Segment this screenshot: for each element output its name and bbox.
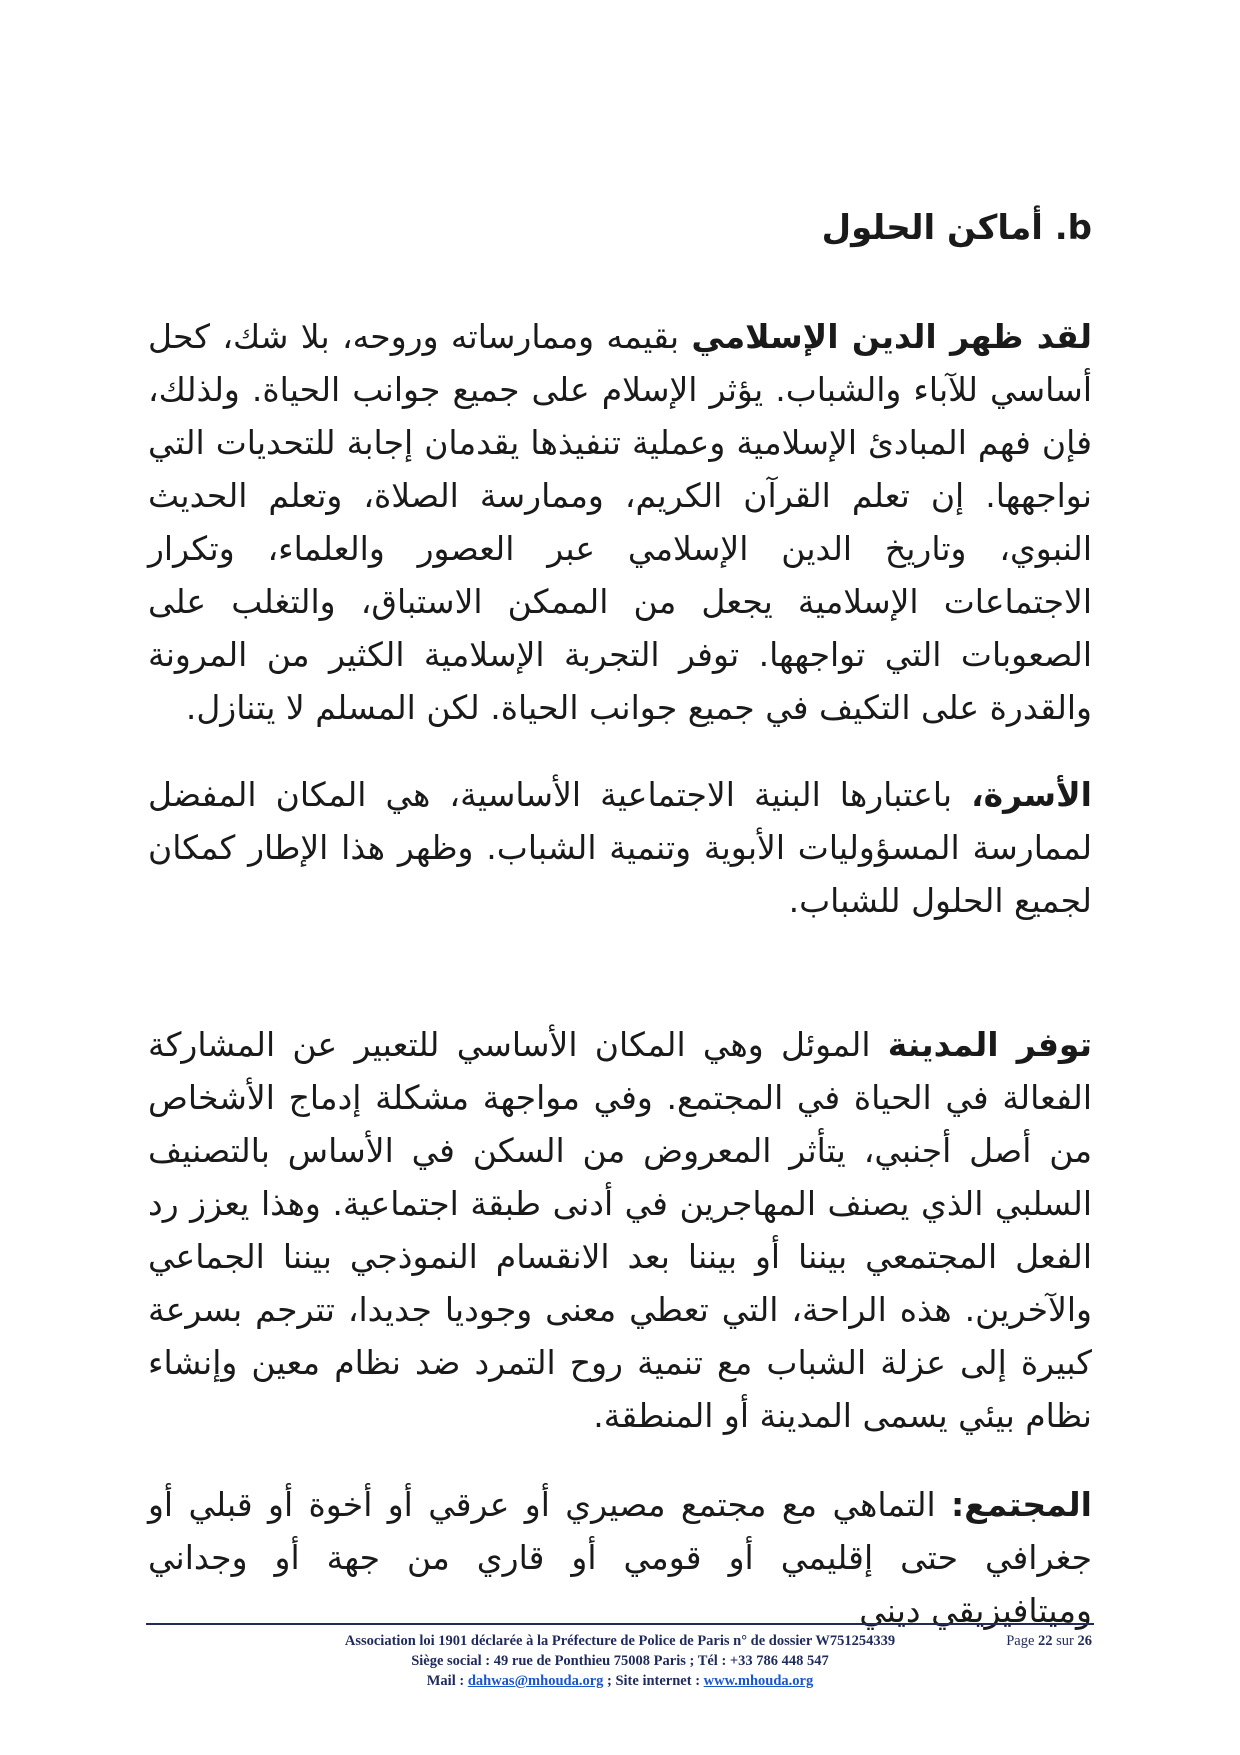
page-sep: sur xyxy=(1056,1633,1074,1649)
paragraph-city xyxy=(148,1018,1092,1442)
paragraph-lead: توفر المدينة xyxy=(887,1025,1093,1064)
page-footer xyxy=(146,1631,1094,1691)
paragraph-society xyxy=(148,1478,1092,1637)
page-current: 22 xyxy=(1038,1633,1053,1649)
paragraph-text: الموئل وهي المكان الأساسي للتعبير عن المشاركة الفعالة في الحياة في المجتمع. وفي مواجهة مشكلة إدماج الأشخاص من أصل أجنبي، يتأثر المعروض من السكن في الأساس بالتصنيف السلبي الذي يصنف المهاجرين في أدنى طبقة اجتماعية. وهذا يعزز رد الفعل المجتمعي بيننا أو بيننا بعد الانقسام النموذجي بيننا الجماعي والآخرين. هذه الراحة، التي تعطي معنى وجوديا جديدا، تترجم بسرعة كبيرة إلى عزلة الشباب مع تنمية روح التمرد ضد نظام معين وإنشاء نظام بيئي يسمى المدينة أو المنطقة. xyxy=(148,1025,1092,1435)
footer-line-address: Siège social : 49 rue de Ponthieu 75008 Paris ; Tél : +33 786 448 547 xyxy=(411,1653,829,1669)
paragraph-lead: الأسرة، xyxy=(971,775,1092,814)
section-heading: b. أماكن الحلول xyxy=(821,208,1092,248)
footer-divider xyxy=(146,1623,1094,1625)
paragraph-text: التماهي مع مجتمع مصيري أو عرقي أو أخوة أو قبلي أو جغرافي حتى إقليمي أو قومي أو قاري من جهة أو وجداني وميتافيزيقي ديني xyxy=(148,1485,1092,1630)
paragraph-text: بقيمه وممارساته وروحه، بلا شك، كحل أساسي للآباء والشباب. يؤثر الإسلام على جميع جوانب الحياة. ولذلك، فإن فهم المبادئ الإسلامية وعملية تنفيذها يقدمان إجابة للتحديات التي نواجهها. إن تعلم القرآن الكريم، وممارسة الصلاة، وتعلم الحديث النبوي، وتاريخ الدين الإسلامي عبر العصور والعلماء، وتكرار الاجتماعات الإسلامية يجعل من الممكن الاستباق، والتغلب على الصعوبات التي تواجهها. توفر التجربة الإسلامية الكثير من المرونة والقدرة على التكيف في جميع جوانب الحياة. لكن المسلم لا يتنازل. xyxy=(148,317,1092,727)
paragraph-islamic-religion xyxy=(148,310,1092,734)
site-label: ; Site internet : xyxy=(607,1673,701,1689)
association-text: Association loi 1901 déclarée à la Préfecture de Police de Paris n° de dossier W751254339 xyxy=(344,1633,896,1649)
page-number xyxy=(1006,1631,1092,1651)
email-link[interactable]: dahwas@mhouda.org xyxy=(467,1673,604,1689)
footer-line-association xyxy=(146,1631,1094,1651)
mail-label: Mail : xyxy=(426,1673,465,1689)
footer-line-contact xyxy=(146,1671,1094,1691)
paragraph-lead: المجتمع: xyxy=(951,1485,1092,1524)
paragraph-text: باعتبارها البنية الاجتماعية الأساسية، هي المكان المفضل لممارسة المسؤوليات الأبوية وتنمية الشباب. وظهر هذا الإطار كمكان لجميع الحلول للشباب. xyxy=(148,775,1092,920)
page-total: 26 xyxy=(1077,1633,1092,1649)
paragraph-lead: لقد ظهر الدين الإسلامي xyxy=(691,317,1092,356)
paragraph-family xyxy=(148,768,1092,927)
website-link[interactable]: www.mhouda.org xyxy=(703,1673,814,1689)
page-prefix: Page xyxy=(1006,1633,1035,1649)
